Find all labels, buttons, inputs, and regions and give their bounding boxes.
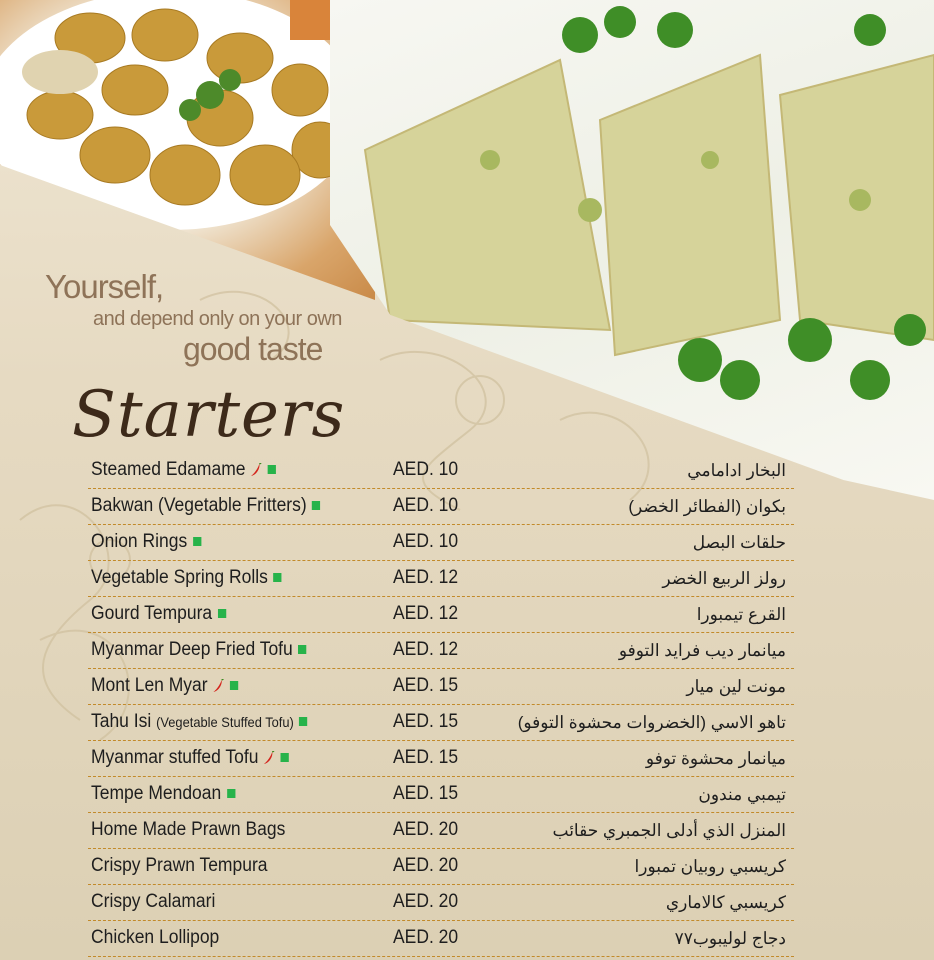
item-name: Home Made Prawn Bags — [91, 819, 286, 840]
vegetarian-marker-icon — [281, 753, 289, 762]
menu-item-price: AED. 10 — [393, 495, 459, 516]
menu-item-name-en — [91, 747, 289, 769]
menu-item-name-ar: ميانمار محشوة توفو — [645, 749, 786, 768]
menu-item-name-en — [91, 567, 282, 589]
item-name: Tempe Mendoan — [91, 783, 222, 804]
menu-item — [88, 489, 794, 525]
vegetarian-marker-icon — [273, 573, 281, 582]
tagline-line-1: Yourself, — [45, 268, 164, 305]
menu-item-name-ar: المنزل الذي أدلى الجمبري حقائب — [552, 821, 786, 840]
item-name: Bakwan (Vegetable Fritters) — [91, 495, 307, 516]
menu-item-name-ar: مونت لين ميار — [686, 677, 786, 696]
menu-item-name-ar: حلقات البصل — [692, 533, 786, 552]
menu-item — [88, 777, 794, 813]
menu-item-name-en — [91, 711, 308, 733]
item-name: Tahu Isi — [91, 711, 152, 732]
menu-item — [88, 561, 794, 597]
item-name: Crispy Calamari — [91, 891, 216, 912]
menu-item-price: AED. 12 — [393, 639, 459, 660]
menu-item — [88, 849, 794, 885]
menu-item-price: AED. 15 — [393, 783, 459, 804]
menu-item-price: AED. 10 — [393, 531, 459, 552]
menu-item-price: AED. 12 — [393, 603, 459, 624]
menu-item — [88, 669, 794, 705]
item-name: Myanmar stuffed Tofu — [91, 747, 259, 768]
chili-icon — [262, 751, 275, 765]
section-title: Starters — [72, 378, 346, 452]
tagline — [45, 268, 342, 368]
menu-item-name-en — [91, 531, 201, 553]
vegetarian-marker-icon — [193, 537, 201, 546]
menu-item — [88, 813, 794, 849]
vegetarian-marker-icon — [298, 645, 306, 654]
menu-item-name-en — [91, 891, 215, 913]
item-name: Myanmar Deep Fried Tofu — [91, 639, 293, 660]
chili-icon — [249, 463, 262, 477]
menu-item-price: AED. 12 — [393, 567, 459, 588]
menu-item-name-ar: رولز الربيع الخضر — [662, 569, 786, 588]
menu-item-price: AED. 20 — [393, 927, 459, 948]
vegetarian-marker-icon — [312, 501, 320, 510]
menu-item-price: AED. 20 — [393, 891, 459, 912]
menu-item-name-en — [91, 855, 267, 877]
item-name: Crispy Prawn Tempura — [91, 855, 268, 876]
menu-item — [88, 705, 794, 741]
menu-item-name-en — [91, 639, 307, 661]
menu-item-price: AED. 15 — [393, 711, 459, 732]
menu-item-name-en — [91, 495, 320, 517]
menu-item — [88, 633, 794, 669]
menu-item-name-ar: دجاج لوليبوب٧٧ — [674, 929, 786, 948]
item-name: Steamed Edamame — [91, 459, 246, 480]
menu-item-name-en — [91, 819, 285, 841]
item-name: Onion Rings — [91, 531, 188, 552]
vegetarian-marker-icon — [230, 681, 238, 690]
vegetarian-marker-icon — [227, 789, 235, 798]
menu-item-name-ar: كريسبي كالاماري — [665, 893, 786, 912]
vegetarian-marker-icon — [268, 465, 276, 474]
menu-item — [88, 597, 794, 633]
chili-icon — [211, 679, 224, 693]
menu-item — [88, 885, 794, 921]
vegetarian-marker-icon — [218, 609, 226, 618]
menu-item-price: AED. 15 — [393, 747, 459, 768]
menu-item-name-en — [91, 675, 238, 697]
menu-item-name-en — [91, 783, 235, 805]
menu-item-name-ar: القرع تيمبورا — [696, 605, 786, 624]
item-name: Chicken Lollipop — [91, 927, 220, 948]
menu-item-name-ar: البخار ادامامي — [687, 461, 786, 480]
menu-item-name-en — [91, 603, 226, 625]
menu-item-name-ar: بكوان (الفطائر الخضر) — [628, 497, 786, 516]
menu-item-name-ar: ميانمار ديب فرايد التوفو — [618, 641, 786, 660]
menu-item-price: AED. 10 — [393, 459, 459, 480]
vegetarian-marker-icon — [299, 717, 307, 726]
menu-item — [88, 921, 794, 957]
menu-item-price: AED. 20 — [393, 855, 459, 876]
item-name: Gourd Tempura — [91, 603, 213, 624]
item-name: Vegetable Spring Rolls — [91, 567, 268, 588]
menu-item-name-ar: كريسبي روبيان تمبورا — [634, 857, 786, 876]
starters-menu-list — [88, 453, 794, 957]
tagline-line-3: good taste — [183, 331, 323, 367]
item-name: Mont Len Myar — [91, 675, 208, 696]
menu-item-name-en — [91, 927, 219, 949]
menu-item-name-ar: تيمبي مندون — [698, 785, 786, 804]
menu-item — [88, 741, 794, 777]
menu-item — [88, 525, 794, 561]
item-name-note: (Vegetable Stuffed Tofu) — [156, 714, 294, 730]
menu-item — [88, 453, 794, 489]
tagline-line-2: and depend only on your own — [93, 308, 342, 330]
menu-item-price: AED. 20 — [393, 819, 459, 840]
menu-item-price: AED. 15 — [393, 675, 459, 696]
menu-item-name-ar: تاهو الاسي (الخضروات محشوة التوفو) — [517, 713, 786, 732]
menu-item-name-en — [91, 459, 276, 481]
